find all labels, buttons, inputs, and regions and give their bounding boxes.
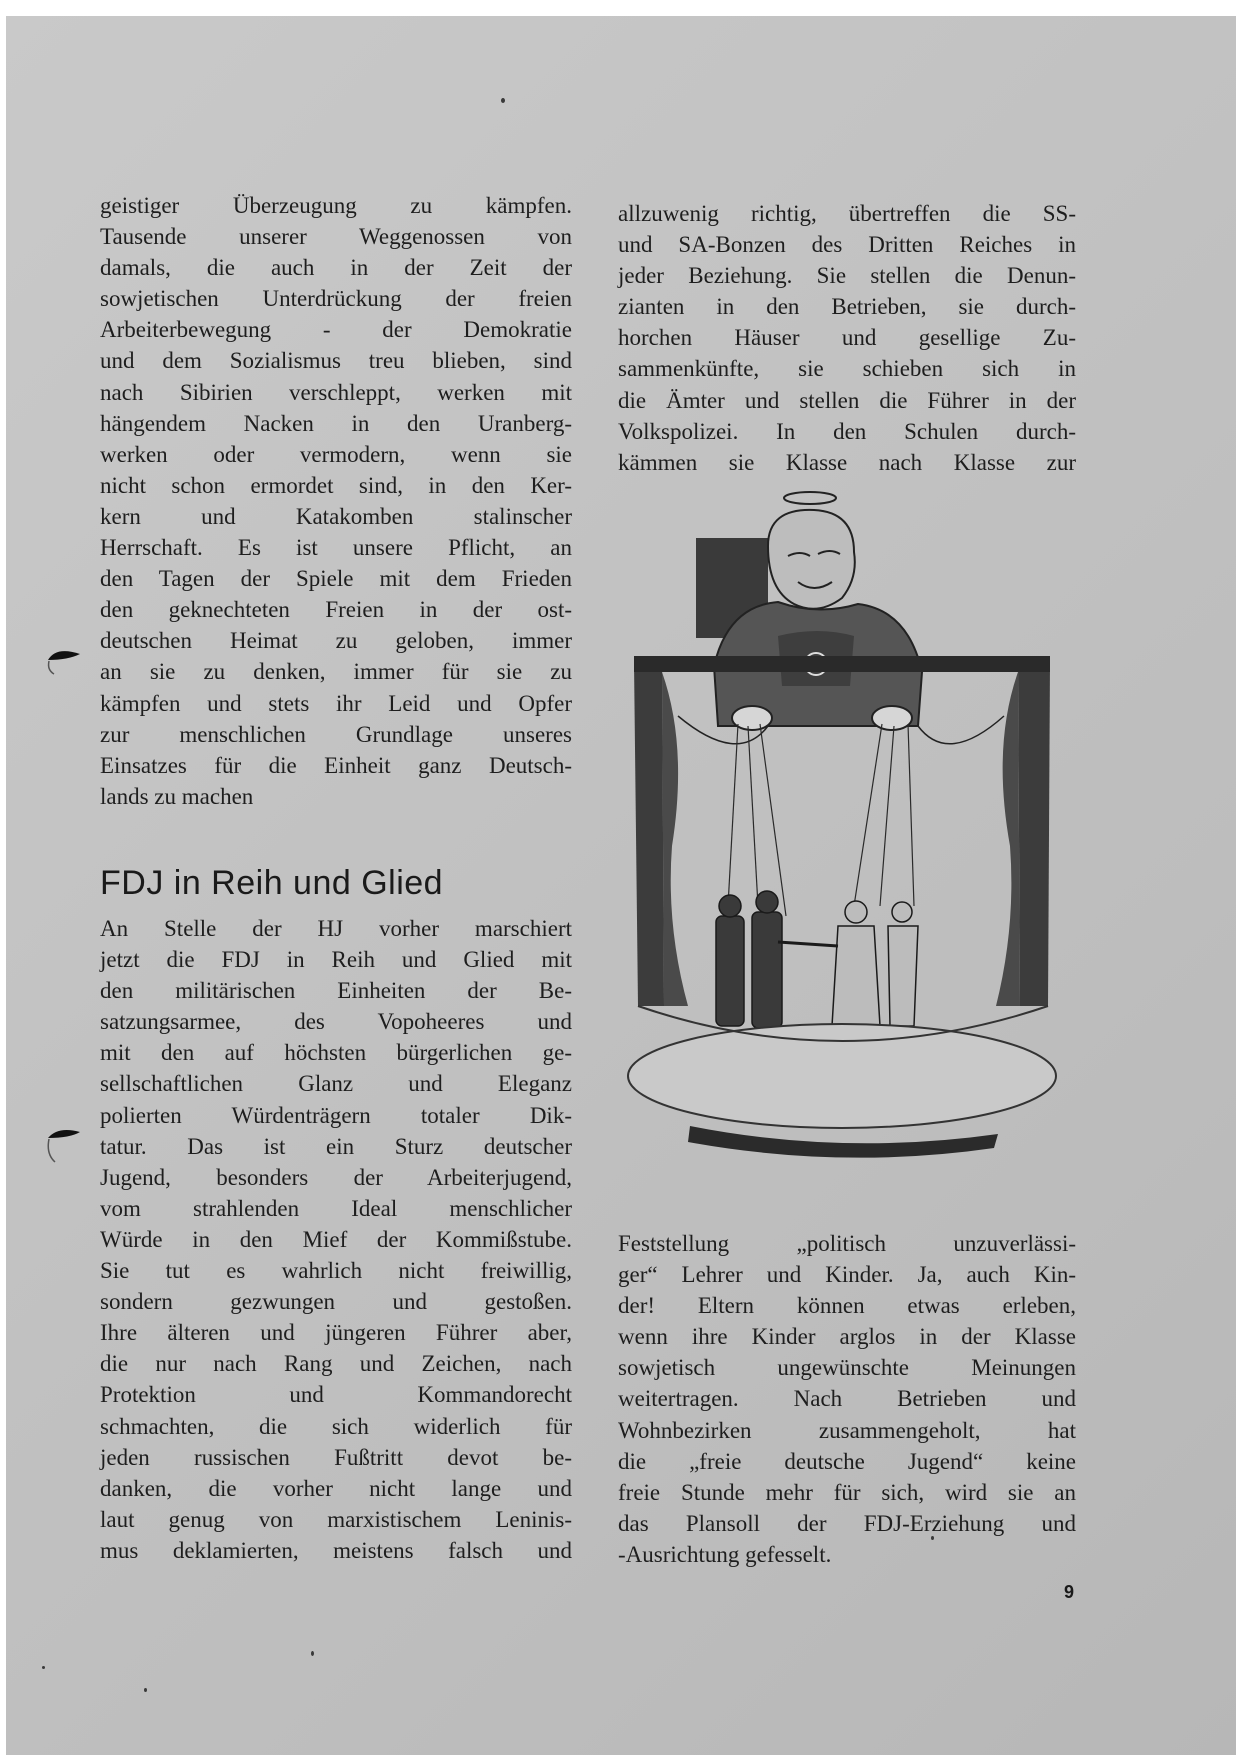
text-line: die „freie deutsche Jugend“ keine <box>618 1448 1076 1474</box>
scan-speck <box>311 1651 314 1656</box>
text-line: lands zu machen <box>100 783 254 809</box>
text-line: sondern gezwungen und gestoßen. <box>100 1289 572 1315</box>
text-line: die nur nach Rang und Zeichen, nach <box>100 1351 572 1377</box>
right-column-top-text <box>618 198 1076 478</box>
text-line: Ihre älteren und jüngeren Führer aber, <box>100 1320 572 1346</box>
text-line: laut genug von marxistischem Leninis- <box>100 1506 572 1532</box>
text-line: Arbeiterbewegung - der Demokratie <box>100 317 572 343</box>
left-column-bottom-text <box>100 913 572 1566</box>
text-line: wenn ihre Kinder arglos in der Klasse <box>618 1324 1076 1350</box>
text-line: kern und Katakomben stalinscher <box>100 503 572 529</box>
text-line: allzuwenig richtig, übertreffen die SS- <box>618 201 1076 226</box>
text-line: und dem Sozialismus treu blieben, sind <box>100 348 572 374</box>
text-line: Feststellung „politisch unzuverlässi- <box>618 1231 1076 1256</box>
text-line: geistiger Überzeugung zu kämpfen. <box>100 193 572 218</box>
page-number: 9 <box>1064 1582 1075 1602</box>
text-line: den Tagen der Spiele mit dem Frieden <box>100 566 572 592</box>
text-line: deutschen Heimat zu geloben, immer <box>100 628 572 654</box>
puppet-theater-cartoon-icon <box>618 486 1076 1192</box>
text-line: an sie zu denken, immer für sie zu <box>100 659 572 685</box>
text-line: sowjetischen Unterdrückung der freien <box>100 286 572 312</box>
text-line: nicht schon ermordet sind, in den Ker- <box>100 472 572 498</box>
text-line: den militärischen Einheiten der Be- <box>100 978 572 1004</box>
text-line: hängendem Nacken in den Uranberg- <box>100 410 572 436</box>
text-line: sellschaftlichen Glanz und Eleganz <box>100 1071 572 1097</box>
text-line: jeder Beziehung. Sie stellen die Denun- <box>618 263 1076 289</box>
text-line: Wohnbezirken zusammengeholt, hat <box>618 1417 1076 1443</box>
text-line: tatur. Das ist ein Sturz deutscher <box>100 1133 572 1159</box>
text-line: und SA-Bonzen des Dritten Reiches in <box>618 232 1076 258</box>
scanned-page <box>6 16 1236 1755</box>
text-line: Herrschaft. Es ist unsere Pflicht, an <box>100 535 572 561</box>
text-line: Würde in den Mief der Kommißstube. <box>100 1226 572 1252</box>
text-line: Jugend, besonders der Arbeiterjugend, <box>100 1164 572 1190</box>
text-line: horchen Häuser und gesellige Zu- <box>618 325 1076 351</box>
text-line: vom strahlenden Ideal menschlicher <box>100 1195 572 1221</box>
text-line: damals, die auch in der Zeit der <box>100 255 572 281</box>
text-line: -Ausrichtung gefesselt. <box>618 1541 832 1567</box>
text-line: die Ämter und stellen die Führer in der <box>618 387 1076 413</box>
text-line: den geknechteten Freien in der ost- <box>100 597 572 623</box>
text-line: das Plansoll der FDJ-Erziehung und <box>618 1510 1076 1536</box>
punch-hole-icon <box>46 646 82 676</box>
text-line: Tausende unserer Weggenossen von <box>100 224 572 250</box>
scan-speck <box>42 1666 45 1669</box>
text-line: werken oder vermodern, wenn sie <box>100 441 572 467</box>
text-line: An Stelle der HJ vorher marschiert <box>100 916 572 941</box>
text-line: nach Sibirien verschleppt, werken mit <box>100 379 572 405</box>
punch-hole-icon <box>46 1126 82 1166</box>
left-column-top-text <box>100 190 572 812</box>
right-column-bottom-text <box>618 1228 1076 1570</box>
scan-speck <box>501 98 505 103</box>
scan-speck <box>144 1688 147 1692</box>
text-line: Einsatzes für die Einheit ganz Deutsch- <box>100 752 572 778</box>
text-line: mit den auf höchsten bürgerlichen ge- <box>100 1040 572 1066</box>
text-line: zur menschlichen Grundlage unseres <box>100 721 572 747</box>
text-line: freie Stunde mehr für sich, wird sie an <box>618 1479 1076 1505</box>
text-line: kämmen sie Klasse nach Klasse zur <box>618 449 1076 475</box>
text-line: kämpfen und stets ihr Leid und Opfer <box>100 690 572 716</box>
text-line: jetzt die FDJ in Reih und Glied mit <box>100 947 572 973</box>
text-line: danken, die vorher nicht lange und <box>100 1475 572 1501</box>
text-line: satzungsarmee, des Vopoheeres und <box>100 1009 572 1035</box>
text-line: jeden russischen Fußtritt devot be- <box>100 1444 572 1470</box>
text-line: weitertragen. Nach Betrieben und <box>618 1386 1076 1412</box>
text-line: Sie tut es wahrlich nicht freiwillig, <box>100 1258 572 1284</box>
text-line: polierten Würdenträgern totaler Dik- <box>100 1102 572 1128</box>
text-line: mus deklamierten, meistens falsch und <box>100 1537 572 1563</box>
text-line: der! Eltern können etwas erleben, <box>618 1293 1076 1319</box>
text-line: zianten in den Betrieben, sie durch- <box>618 294 1076 320</box>
section-heading: FDJ in Reih und Glied <box>100 864 444 902</box>
text-line: sammenkünfte, sie schieben sich in <box>618 356 1076 382</box>
text-line: schmachten, die sich widerlich für <box>100 1413 572 1439</box>
text-line: Volkspolizei. In den Schulen durch- <box>618 418 1076 444</box>
text-line: Protektion und Kommandorecht <box>100 1382 572 1408</box>
text-line: ger“ Lehrer und Kinder. Ja, auch Kin- <box>618 1262 1076 1288</box>
text-line: sowjetisch ungewünschte Meinungen <box>618 1355 1076 1381</box>
